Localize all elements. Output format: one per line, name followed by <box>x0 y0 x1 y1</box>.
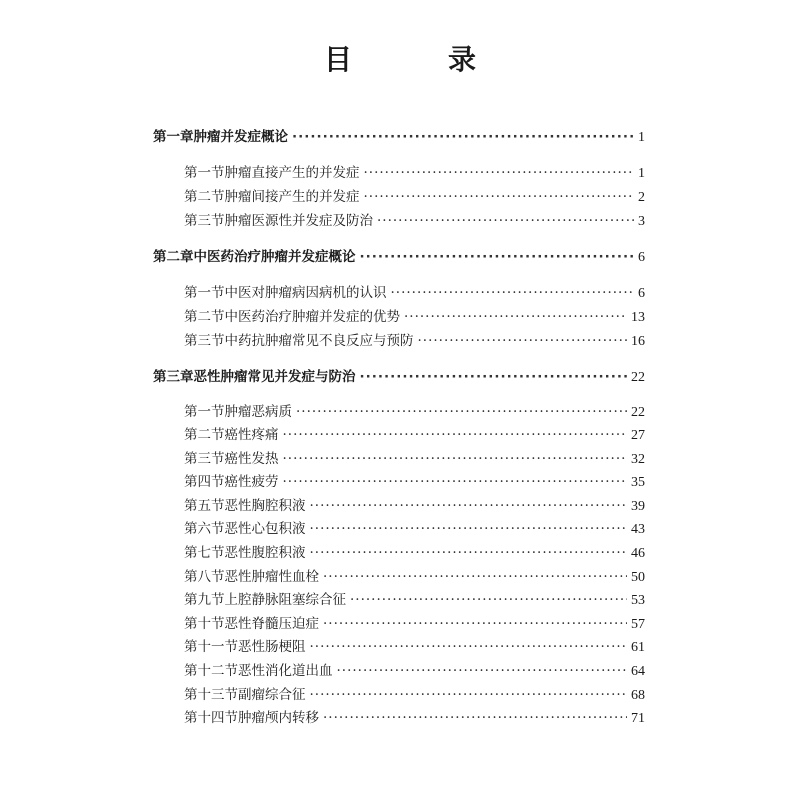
page-number: 61 <box>631 640 645 655</box>
page-number: 6 <box>638 286 645 301</box>
section-number: 第三节 <box>184 451 225 467</box>
toc-section[interactable] <box>184 662 645 681</box>
dot-leader <box>310 544 628 562</box>
section-title: 肿瘤间接产生的并发症 <box>224 189 360 205</box>
page-number: 68 <box>631 688 645 703</box>
page-number: 39 <box>631 499 645 514</box>
dot-leader <box>391 284 635 302</box>
toc-section[interactable] <box>184 497 645 516</box>
section-title: 恶性肿瘤性血栓 <box>224 569 319 585</box>
toc-section[interactable] <box>184 164 645 183</box>
dot-leader <box>364 164 635 182</box>
dot-leader <box>360 248 635 266</box>
toc-chapter-2[interactable] <box>153 248 645 267</box>
page-number: 32 <box>631 452 645 467</box>
toc-section[interactable] <box>184 686 645 705</box>
toc-section[interactable] <box>184 426 645 445</box>
dot-leader <box>310 497 628 515</box>
toc-section[interactable] <box>184 568 645 587</box>
section-title: 癌性疲劳 <box>224 474 279 490</box>
section-title: 中药抗肿瘤常见不良反应与预防 <box>224 333 414 349</box>
section-number: 第二节 <box>184 427 225 443</box>
toc-section[interactable] <box>184 450 645 469</box>
page-number: 43 <box>631 522 645 537</box>
section-number: 第一节 <box>184 404 225 420</box>
section-number: 第二节 <box>184 309 225 325</box>
toc-chapter-3[interactable] <box>153 368 645 387</box>
page-number: 3 <box>638 214 645 229</box>
page-number: 16 <box>631 334 645 349</box>
page-number: 46 <box>631 546 645 561</box>
dot-leader <box>418 332 628 350</box>
dot-leader <box>364 188 635 206</box>
section-title: 恶性脊髓压迫症 <box>224 616 319 632</box>
section-number: 第七节 <box>184 545 225 561</box>
section-title: 恶性心包积液 <box>224 521 306 537</box>
toc-section[interactable] <box>184 709 645 728</box>
page-number: 57 <box>631 617 645 632</box>
page-number: 2 <box>638 190 645 205</box>
dot-leader <box>310 686 628 704</box>
dot-leader <box>296 403 627 421</box>
section-title: 中医药治疗肿瘤并发症的优势 <box>224 309 400 325</box>
dot-leader <box>360 368 628 386</box>
dot-leader <box>283 473 628 491</box>
section-title: 癌性疼痛 <box>224 427 279 443</box>
dot-leader <box>323 615 627 633</box>
toc-section[interactable] <box>184 212 645 231</box>
dot-leader <box>292 128 634 146</box>
chapter-number: 第二章 <box>153 249 194 265</box>
section-title: 副瘤综合征 <box>238 687 306 703</box>
section-title: 癌性发热 <box>224 451 279 467</box>
dot-leader <box>350 591 627 609</box>
section-number: 第八节 <box>184 569 225 585</box>
section-title: 恶性消化道出血 <box>238 663 333 679</box>
page-number: 6 <box>638 250 645 265</box>
toc-section[interactable] <box>184 284 645 303</box>
section-title: 肿瘤直接产生的并发症 <box>224 165 360 181</box>
section-number: 第十节 <box>184 616 225 632</box>
section-title: 肿瘤医源性并发症及防治 <box>224 213 373 229</box>
toc-section[interactable] <box>184 188 645 207</box>
toc-section[interactable] <box>184 332 645 351</box>
section-number: 第四节 <box>184 474 225 490</box>
dot-leader <box>377 212 634 230</box>
dot-leader <box>283 426 628 444</box>
section-title: 恶性肠梗阻 <box>238 639 306 655</box>
section-title: 中医对肿瘤病因病机的认识 <box>224 285 387 301</box>
section-number: 第九节 <box>184 592 225 608</box>
dot-leader <box>283 450 628 468</box>
dot-leader <box>323 709 627 727</box>
chapter-number: 第三章 <box>153 369 194 385</box>
page-number: 50 <box>631 570 645 585</box>
dot-leader <box>310 638 628 656</box>
toc-chapter-1[interactable] <box>153 128 645 147</box>
chapter-title: 恶性肿瘤常见并发症与防治 <box>193 369 356 385</box>
toc-section[interactable] <box>184 544 645 563</box>
section-number: 第十二节 <box>184 663 238 679</box>
page-number: 35 <box>631 475 645 490</box>
page-number: 22 <box>631 370 645 385</box>
section-number: 第三节 <box>184 333 225 349</box>
toc-section[interactable] <box>184 615 645 634</box>
section-title: 肿瘤恶病质 <box>224 404 292 420</box>
section-number: 第三节 <box>184 213 225 229</box>
toc-section[interactable] <box>184 591 645 610</box>
page-number: 22 <box>631 405 645 420</box>
toc-section[interactable] <box>184 403 645 422</box>
chapter-number: 第一章 <box>153 129 194 145</box>
section-number: 第十三节 <box>184 687 238 703</box>
section-number: 第一节 <box>184 285 225 301</box>
dot-leader <box>337 662 628 680</box>
page-number: 13 <box>631 310 645 325</box>
section-title: 恶性腹腔积液 <box>224 545 306 561</box>
page-number: 27 <box>631 428 645 443</box>
toc-section[interactable] <box>184 520 645 539</box>
section-number: 第二节 <box>184 189 225 205</box>
dot-leader <box>404 308 627 326</box>
page-number: 71 <box>631 711 645 726</box>
section-number: 第十四节 <box>184 710 238 726</box>
chapter-title: 中医药治疗肿瘤并发症概论 <box>193 249 356 265</box>
page-number: 53 <box>631 593 645 608</box>
page-number: 64 <box>631 664 645 679</box>
page-number: 1 <box>638 130 645 145</box>
section-number: 第一节 <box>184 165 225 181</box>
section-title: 肿瘤颅内转移 <box>238 710 319 726</box>
chapter-title: 肿瘤并发症概论 <box>193 129 288 145</box>
toc-section[interactable] <box>184 308 645 327</box>
dot-leader <box>323 568 627 586</box>
toc-section[interactable] <box>184 473 645 492</box>
toc-section[interactable] <box>184 638 645 657</box>
section-title: 恶性胸腔积液 <box>224 498 306 514</box>
section-number: 第五节 <box>184 498 225 514</box>
section-number: 第十一节 <box>184 639 238 655</box>
page-number: 1 <box>638 166 645 181</box>
page-title: 目 录 <box>323 43 510 76</box>
section-number: 第六节 <box>184 521 225 537</box>
section-title: 上腔静脉阻塞综合征 <box>224 592 346 608</box>
dot-leader <box>310 520 628 538</box>
